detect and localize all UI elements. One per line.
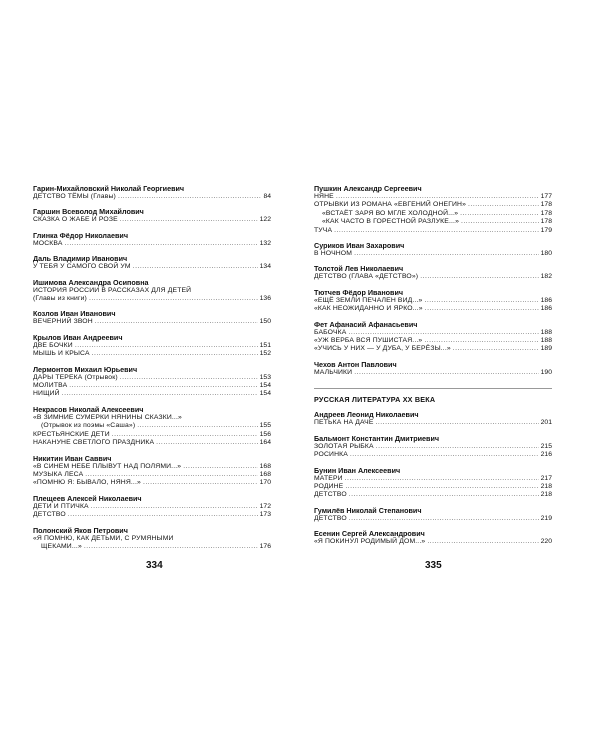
entry-page-number: 186 bbox=[540, 305, 552, 313]
entry-row bbox=[314, 210, 552, 218]
entry-title: ДЕТИ И ПТИЧКА bbox=[33, 502, 89, 510]
toc-entry[interactable] bbox=[33, 503, 271, 511]
entry-title: «ВСТАЁТ ЗАРЯ ВО МГЛЕ ХОЛОДНОЙ...» bbox=[322, 209, 459, 217]
entry-row bbox=[33, 439, 271, 447]
dot-leader bbox=[85, 471, 257, 479]
dot-leader bbox=[118, 193, 262, 201]
entry-page-number: 220 bbox=[540, 538, 552, 546]
entry-title: МОСКВА bbox=[33, 239, 63, 247]
entry-title: НИЩИЙ bbox=[33, 390, 60, 398]
entry-row bbox=[33, 431, 271, 439]
entry-title: ДАРЫ ТЕРЕКА (Отрывок) bbox=[33, 373, 118, 381]
entry-page-number: 180 bbox=[540, 250, 552, 258]
author-name: Крылов Иван Андреевич bbox=[33, 332, 123, 342]
entry-page-number: 186 bbox=[540, 296, 552, 304]
entry-title: У ТЕБЯ У САМОГО СВОЙ УМ bbox=[33, 263, 131, 271]
author-name: Полонский Яков Петрович bbox=[33, 525, 128, 535]
entry-row bbox=[314, 419, 552, 427]
author-name: Некрасов Николай Алексеевич bbox=[33, 404, 144, 414]
author-name: Андреев Леонид Николаевич bbox=[314, 410, 419, 420]
toc-entry[interactable] bbox=[314, 227, 552, 235]
dot-leader bbox=[354, 250, 539, 258]
dot-leader bbox=[349, 515, 539, 523]
entry-title: ТУЧА bbox=[314, 226, 333, 234]
author-name: Гаршин Всеволод Михайлович bbox=[33, 207, 144, 217]
toc-entry[interactable] bbox=[33, 216, 271, 224]
section-heading: РУССКАЯ ЛИТЕРАТУРА XX ВЕКА bbox=[314, 395, 436, 405]
toc-entry[interactable] bbox=[33, 479, 271, 487]
entry-page-number: 176 bbox=[259, 542, 271, 550]
toc-entry[interactable] bbox=[33, 463, 271, 471]
entry-row bbox=[314, 475, 552, 483]
entry-row bbox=[314, 297, 552, 305]
dot-leader bbox=[95, 318, 258, 326]
entry-page-number: 172 bbox=[259, 502, 271, 510]
toc-entry[interactable] bbox=[314, 250, 552, 258]
toc-entry[interactable] bbox=[33, 511, 271, 519]
toc-entry[interactable] bbox=[33, 342, 271, 350]
dot-leader bbox=[345, 483, 538, 491]
dot-leader bbox=[120, 374, 258, 382]
toc-entry[interactable] bbox=[33, 414, 271, 431]
entry-page-number: 156 bbox=[259, 430, 271, 438]
entry-page-number: 215 bbox=[540, 442, 552, 450]
entry-row bbox=[33, 263, 271, 271]
dot-leader bbox=[349, 491, 539, 499]
entry-title-line: «Я ПОМНЮ, КАК ДЕТЬМИ, С РУМЯНЫМИ bbox=[33, 534, 174, 542]
entry-row bbox=[314, 250, 552, 258]
entry-title: ДЕТСТВО ТЁМЫ (Главы) bbox=[33, 193, 116, 200]
entry-page-number: 190 bbox=[540, 368, 552, 376]
entry-page-number: 177 bbox=[540, 193, 552, 200]
entry-row bbox=[33, 295, 271, 303]
entry-row bbox=[33, 511, 271, 519]
entry-row bbox=[314, 329, 552, 337]
dot-leader bbox=[137, 422, 257, 430]
entry-page-number: 189 bbox=[540, 345, 552, 353]
entry-title: «ПОМНЮ Я: БЫВАЛО, НЯНЯ...» bbox=[33, 479, 141, 487]
dot-leader bbox=[460, 210, 539, 218]
entry-title: (Главы из книги) bbox=[33, 295, 87, 303]
entry-title: ОТРЫВКИ ИЗ РОМАНА «ЕВГЕНИЙ ОНЕГИН» bbox=[314, 201, 467, 209]
author-name: Глинка Фёдор Николаевич bbox=[33, 230, 128, 240]
toc-entry[interactable] bbox=[33, 382, 271, 390]
author-name: Козлов Иван Иванович bbox=[33, 309, 116, 319]
entry-page-number: 134 bbox=[259, 263, 271, 271]
author-name: Суриков Иван Захарович bbox=[314, 241, 405, 251]
toc-entry[interactable] bbox=[314, 345, 552, 353]
toc-entry[interactable] bbox=[314, 538, 552, 546]
toc-entry[interactable] bbox=[314, 451, 552, 459]
entry-page-number: 188 bbox=[540, 328, 552, 336]
toc-entry[interactable] bbox=[33, 318, 271, 326]
entry-title: КРЕСТЬЯНСКИЕ ДЕТИ bbox=[33, 430, 110, 438]
dot-leader bbox=[92, 350, 258, 358]
entry-row bbox=[33, 374, 271, 382]
author-name: Есенин Сергей Александрович bbox=[314, 529, 425, 539]
toc-entry[interactable] bbox=[314, 369, 552, 377]
toc-entry[interactable] bbox=[33, 350, 271, 358]
entry-page-number: 153 bbox=[259, 373, 271, 381]
toc-entry[interactable] bbox=[33, 193, 271, 201]
entry-page-number: 219 bbox=[540, 514, 552, 522]
entry-title-line: «В ЗИМНИЕ СУМЕРКИ НЯНИНЫ СКАЗКИ...» bbox=[33, 413, 182, 421]
entry-title: ЗОЛОТАЯ РЫБКА bbox=[314, 442, 374, 450]
entry-title: «УЖ ВЕРБА ВСЯ ПУШИСТАЯ...» bbox=[314, 337, 423, 345]
dot-leader bbox=[133, 263, 258, 271]
entry-title: ДВЕ БОЧКИ bbox=[33, 341, 73, 349]
entry-title: РОДИНЕ bbox=[314, 482, 344, 490]
entry-title: «КАК ЧАСТО В ГОРЕСТНОЙ РАЗЛУКЕ...» bbox=[322, 218, 459, 226]
author-name: Лермонтов Михаил Юрьевич bbox=[33, 364, 138, 374]
dot-leader bbox=[120, 216, 258, 224]
toc-entry[interactable] bbox=[314, 305, 552, 313]
dot-leader bbox=[84, 543, 258, 551]
entry-row bbox=[33, 390, 271, 398]
toc-entry[interactable] bbox=[314, 210, 552, 218]
author-name: Бальмонт Константин Дмитриевич bbox=[314, 433, 440, 443]
entry-page-number: 122 bbox=[259, 216, 271, 224]
entry-title: ДЕТСТВО bbox=[314, 491, 347, 499]
entry-page-number: 136 bbox=[259, 295, 271, 303]
entry-row bbox=[33, 382, 271, 390]
toc-entry[interactable] bbox=[314, 218, 552, 226]
toc-entry[interactable] bbox=[33, 431, 271, 439]
entry-page-number: 151 bbox=[259, 341, 271, 349]
entry-title: НАКАНУНЕ СВЕТЛОГО ПРАЗДНИКА bbox=[33, 439, 155, 447]
author-name: Гумилёв Николай Степанович bbox=[314, 505, 422, 515]
entry-page-number: 216 bbox=[540, 451, 552, 459]
entry-row bbox=[314, 227, 552, 235]
entry-row bbox=[314, 538, 552, 546]
entry-title: БАБОЧКА bbox=[314, 328, 347, 336]
toc-entry[interactable] bbox=[314, 475, 552, 483]
author-name: Плещеев Алексей Николаевич bbox=[33, 493, 142, 503]
entry-title: МЫШЬ И КРЫСА bbox=[33, 350, 90, 358]
entry-title: РОСИНКА bbox=[314, 451, 348, 459]
entry-page-number: 84 bbox=[263, 193, 271, 200]
entry-page-number: 164 bbox=[259, 439, 271, 447]
entry-row bbox=[314, 273, 552, 281]
entry-row bbox=[33, 471, 271, 479]
entry-page-number: 188 bbox=[540, 337, 552, 345]
entry-title: СКАЗКА О ЖАБЕ И РОЗЕ bbox=[33, 216, 118, 224]
page-number-right: 335 bbox=[425, 560, 442, 571]
entry-page-number: 218 bbox=[540, 482, 552, 490]
entry-row bbox=[314, 483, 552, 491]
dot-leader bbox=[376, 443, 539, 451]
entry-row bbox=[33, 463, 271, 471]
toc-entry[interactable] bbox=[33, 240, 271, 248]
author-name: Чехов Антон Павлович bbox=[314, 359, 397, 369]
entry-page-number: 170 bbox=[259, 479, 271, 487]
entry-row bbox=[33, 216, 271, 224]
dot-leader bbox=[376, 419, 539, 427]
author-name: Фет Афанасий Афанасьевич bbox=[314, 319, 418, 329]
toc-left-column bbox=[33, 184, 271, 551]
toc-entry[interactable] bbox=[33, 390, 271, 398]
dot-leader bbox=[334, 227, 539, 235]
entry-title: МОЛИТВА bbox=[33, 382, 68, 390]
entry-page-number: 155 bbox=[259, 422, 271, 430]
dot-leader bbox=[468, 201, 539, 209]
dot-leader bbox=[69, 382, 257, 390]
entry-title: ЩЕКАМИ...» bbox=[41, 542, 82, 550]
entry-row bbox=[33, 422, 271, 430]
dot-leader bbox=[424, 297, 538, 305]
entry-row bbox=[33, 342, 271, 350]
author-name: Пушкин Александр Сергеевич bbox=[314, 184, 422, 193]
entry-title: «Я ПОКИНУЛ РОДИМЫЙ ДОМ...» bbox=[314, 538, 426, 546]
toc-right-column bbox=[314, 184, 552, 547]
dot-leader bbox=[427, 538, 538, 546]
dot-leader bbox=[345, 475, 539, 483]
dot-leader bbox=[75, 342, 258, 350]
author-name: Тютчев Фёдор Иванович bbox=[314, 287, 404, 297]
toc-entry[interactable] bbox=[33, 535, 271, 552]
dot-leader bbox=[183, 463, 257, 471]
entry-page-number: 150 bbox=[259, 318, 271, 326]
dot-leader bbox=[461, 218, 539, 226]
dot-leader bbox=[143, 479, 258, 487]
dot-leader bbox=[62, 390, 258, 398]
toc-entry[interactable] bbox=[314, 419, 552, 427]
entry-row bbox=[314, 491, 552, 499]
entry-title-line: ИСТОРИЯ РОССИИ В РАССКАЗАХ ДЛЯ ДЕТЕЙ bbox=[33, 286, 192, 294]
entry-page-number: 178 bbox=[540, 201, 552, 209]
entry-row bbox=[33, 318, 271, 326]
dot-leader bbox=[89, 295, 258, 303]
author-name: Даль Владимир Иванович bbox=[33, 254, 128, 264]
dot-leader bbox=[354, 369, 538, 377]
author-name: Толстой Лев Николаевич bbox=[314, 264, 404, 274]
toc-entry[interactable] bbox=[33, 263, 271, 271]
dot-leader bbox=[453, 345, 539, 353]
dot-leader bbox=[350, 451, 539, 459]
entry-row bbox=[314, 218, 552, 226]
entry-title: ПЕТЬКА НА ДАЧЕ bbox=[314, 419, 374, 427]
entry-row bbox=[314, 451, 552, 459]
entry-row bbox=[314, 305, 552, 313]
toc-entry[interactable] bbox=[314, 297, 552, 305]
entry-row bbox=[314, 201, 552, 209]
entry-row bbox=[314, 369, 552, 377]
entry-page-number: 154 bbox=[259, 382, 271, 390]
toc-entry[interactable] bbox=[314, 443, 552, 451]
toc-entry[interactable] bbox=[33, 439, 271, 447]
entry-title: «КАК НЕОЖИДАННО И ЯРКО...» bbox=[314, 305, 423, 313]
entry-title: НЯНЕ bbox=[314, 193, 334, 200]
dot-leader bbox=[91, 503, 258, 511]
entry-page-number: 217 bbox=[540, 474, 552, 482]
toc-entry[interactable] bbox=[33, 374, 271, 382]
entry-page-number: 168 bbox=[259, 462, 271, 470]
toc-entry[interactable] bbox=[33, 471, 271, 479]
entry-page-number: 182 bbox=[540, 273, 552, 281]
author-name: Гарин-Михайловский Николай Георгиевич bbox=[33, 184, 185, 193]
dot-leader bbox=[348, 329, 538, 337]
dot-leader bbox=[156, 439, 258, 447]
dot-leader bbox=[420, 273, 538, 281]
entry-row bbox=[33, 479, 271, 487]
entry-row bbox=[33, 543, 271, 551]
entry-title: «УЧИСЬ У НИХ — У ДУБА, У БЕРЁЗЫ...» bbox=[314, 345, 451, 353]
dot-leader bbox=[112, 431, 258, 439]
entry-title: ДЕТСТВО bbox=[33, 511, 66, 519]
dot-leader bbox=[68, 511, 258, 519]
entry-page-number: 154 bbox=[259, 390, 271, 398]
entry-title: В НОЧНОМ bbox=[314, 250, 353, 258]
entry-page-number: 132 bbox=[259, 239, 271, 247]
entry-page-number: 218 bbox=[540, 491, 552, 499]
author-name: Бунин Иван Алексеевич bbox=[314, 465, 401, 475]
entry-page-number: 179 bbox=[540, 226, 552, 234]
toc-entry[interactable] bbox=[314, 273, 552, 281]
toc-entry[interactable] bbox=[314, 483, 552, 491]
author-name: Никитин Иван Саввич bbox=[33, 453, 112, 463]
entry-page-number: 173 bbox=[259, 511, 271, 519]
dot-leader bbox=[425, 305, 539, 313]
entry-row bbox=[33, 193, 271, 201]
entry-page-number: 152 bbox=[259, 350, 271, 358]
entry-title: «ЕЩЁ ЗЕМЛИ ПЕЧАЛЕН ВИД...» bbox=[314, 296, 423, 304]
section-spacer bbox=[314, 377, 552, 387]
entry-page-number: 201 bbox=[540, 419, 552, 427]
entry-row bbox=[314, 345, 552, 353]
entry-page-number: 178 bbox=[540, 209, 552, 217]
entry-row bbox=[314, 443, 552, 451]
toc-entry[interactable] bbox=[314, 491, 552, 499]
entry-title: ДЕТСТВО bbox=[314, 514, 347, 522]
entry-title: МАТЕРИ bbox=[314, 474, 343, 482]
entry-title: «В СИНЕМ НЕБЕ ПЛЫВУТ НАД ПОЛЯМИ...» bbox=[33, 462, 182, 470]
entry-title: ВЕЧЕРНИЙ ЗВОН bbox=[33, 318, 93, 326]
author-name: Ишимова Александра Осиповна bbox=[33, 277, 149, 287]
entry-title: (Отрывок из поэмы «Саша») bbox=[41, 422, 136, 430]
toc-entry[interactable] bbox=[314, 329, 552, 337]
entry-page-number: 178 bbox=[540, 218, 552, 226]
entry-title: ДЕТСТВО (ГЛАВА «ДЕТСТВО») bbox=[314, 273, 419, 281]
entry-row bbox=[314, 515, 552, 523]
entry-title: МУЗЫКА ЛЕСА bbox=[33, 470, 84, 478]
dot-leader bbox=[65, 240, 258, 248]
entry-title: МАЛЬЧИКИ bbox=[314, 368, 353, 376]
entry-page-number: 168 bbox=[259, 470, 271, 478]
toc-entry[interactable] bbox=[314, 201, 552, 209]
page-number-left: 334 bbox=[146, 560, 163, 571]
entry-row bbox=[33, 503, 271, 511]
toc-entry[interactable] bbox=[33, 287, 271, 304]
toc-entry[interactable] bbox=[314, 515, 552, 523]
entry-row bbox=[33, 240, 271, 248]
entry-row bbox=[33, 350, 271, 358]
